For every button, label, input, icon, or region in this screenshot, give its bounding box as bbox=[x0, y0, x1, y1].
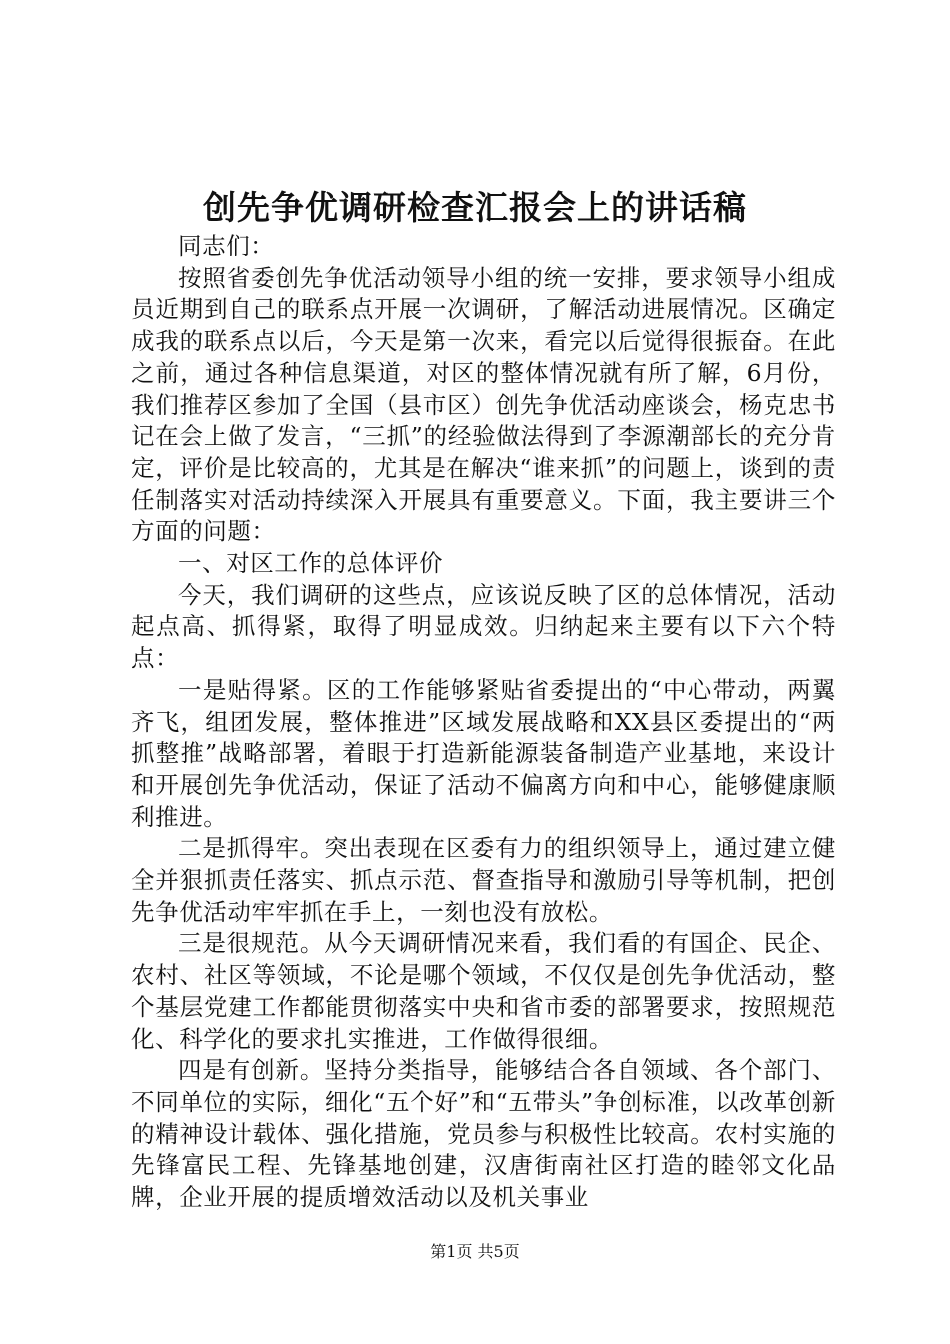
document-title: 创先争优调研检查汇报会上的讲话稿 bbox=[203, 188, 747, 227]
page-number: 第1页 bbox=[430, 1242, 473, 1261]
overview-paragraph: 今天，我们调研的这些点，应该说反映了区的总体情况，活动起点高、抓得紧，取得了明显成效。归纳起来主要有以下六个特点： bbox=[131, 580, 836, 673]
feature-paragraph-2: 二是抓得牢。突出表现在区委有力的组织领导上，通过建立健全并狠抓责任落实、抓点示范、督查指导和激励引导等机制，把创先争优活动牢牢抓在手上，一刻也没有放松。 bbox=[131, 834, 836, 926]
salutation-paragraph: 同志们： bbox=[178, 232, 275, 260]
feature-paragraph-1: 一是贴得紧。区的工作能够紧贴省委提出的“中心带动，两翼齐飞，组团发展，整体推进”区域发展战略和XX县区委提出的“两抓整推”战略部署，着眼于打造新能源装备制造产业基地，来设计和开展创先争优活动，保证了活动不偏离方向和中心，能够健康顺利推进。 bbox=[131, 675, 836, 831]
page-footer bbox=[0, 1240, 950, 1264]
feature-paragraph-3: 三是很规范。从今天调研情况来看，我们看的有国企、民企、农村、社区等领域，不论是哪个领域，不仅仅是创先争优活动，整个基层党建工作都能贯彻落实中央和省市委的部署要求，按照规范化、科学化的要求扎实推进，工作做得很细。 bbox=[131, 929, 836, 1053]
feature-paragraph-4: 四是有创新。坚持分类指导，能够结合各自领域、各个部门、不同单位的实际，细化“五个好”和“五带头”争创标准，以改革创新的精神设计载体、强化措施，党员参与积极性比较高。农村实施的先锋富民工程、先锋基地创建，汉唐街南社区打造的睦邻文化品牌，企业开展的提质增效活动以及机关事业 bbox=[131, 1056, 836, 1212]
intro-paragraph: 按照省委创先争优活动领导小组的统一安排，要求领导小组成员近期到自己的联系点开展一次调研，了解活动进展情况。区确定成我的联系点以后，今天是第一次来，看完以后觉得很振奋。在此之前，通过各种信息渠道，对区的整体情况就有所了解，6月份，我们推荐区参加了全国（县市区）创先争优活动座谈会，杨克忠书记在会上做了发言，“三抓”的经验做法得到了李源潮部长的充分肯定，评价是比较高的，尤其是在解决“谁来抓”的问题上，谈到的责任制落实对活动持续深入开展具有重要意义。下面，我主要讲三个方面的问题： bbox=[131, 263, 836, 546]
section-heading: 一、对区工作的总体评价 bbox=[178, 549, 444, 578]
document-body bbox=[131, 231, 836, 1214]
page-total: 共5页 bbox=[477, 1242, 520, 1261]
